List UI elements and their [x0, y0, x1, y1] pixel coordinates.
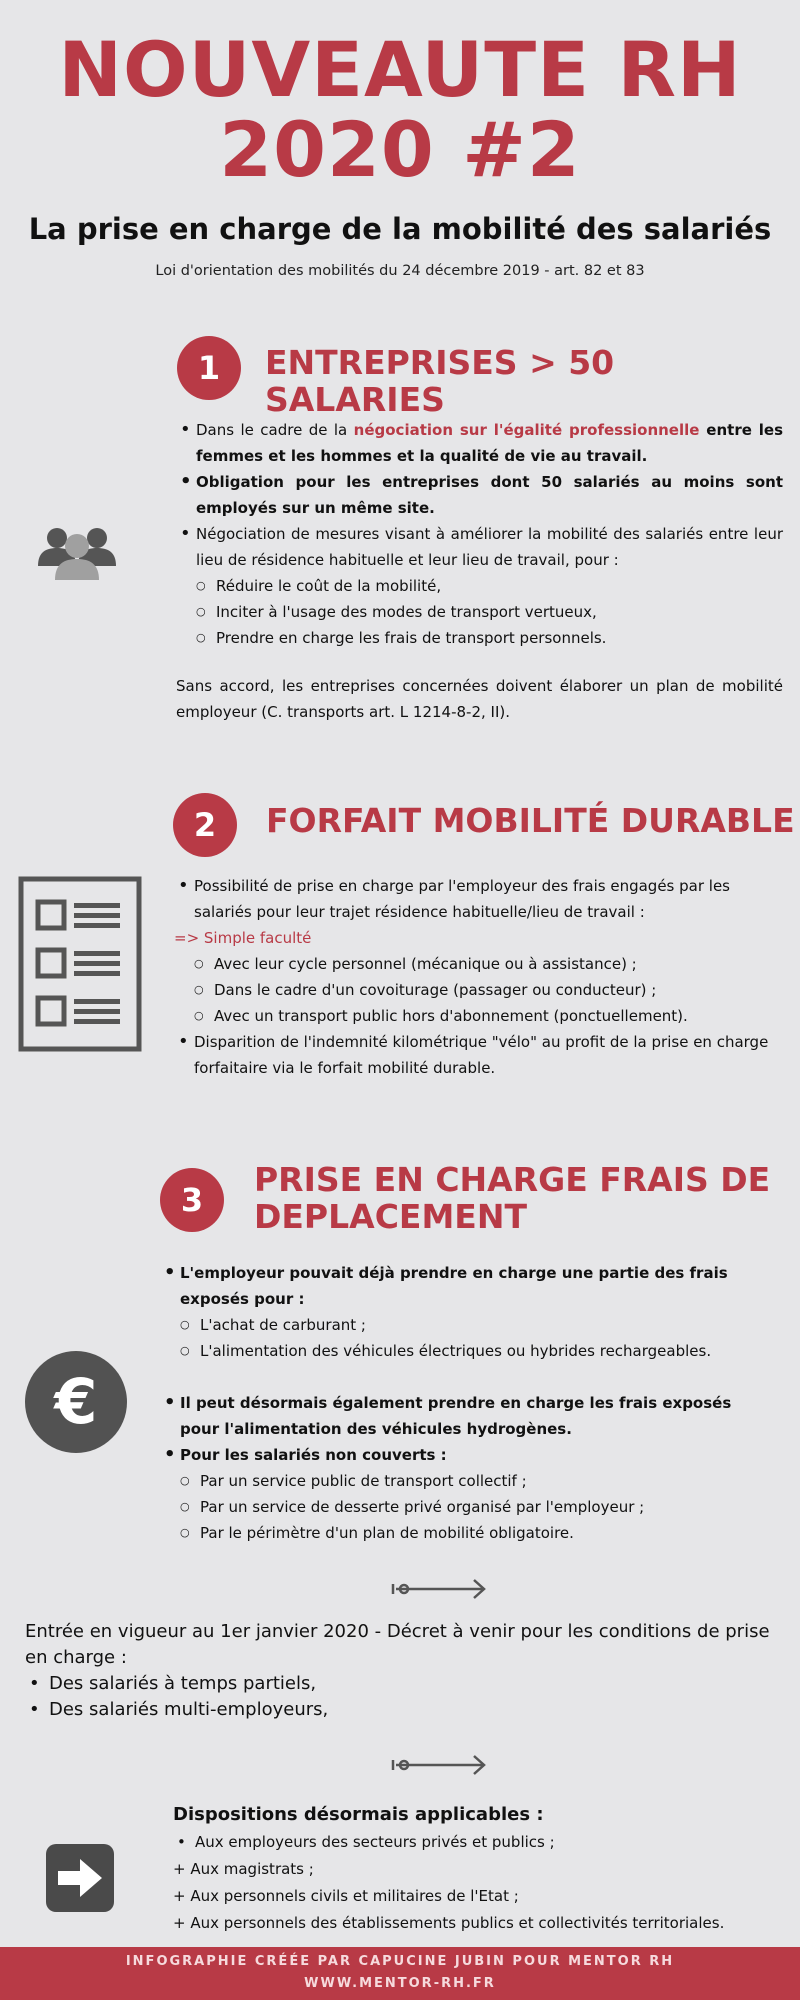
footer-credit: INFOGRAPHIE CRÉÉE PAR CAPUCINE JUBIN POUR MENTOR RH — [125, 1954, 675, 1969]
euro-icon — [25, 1351, 127, 1453]
section3-content-b — [160, 1390, 770, 1546]
law-reference: Loi d'orientation des mobilités du 24 décembre 2019 - art. 82 et 83 — [155, 263, 645, 279]
section1-bullet-1: • Dans le cadre de la négociation sur l'égalité professionnelle entre les femmes et les hommes et la qualité de vie au travail. — [176, 417, 783, 469]
section2-number: 2 — [173, 793, 237, 857]
section3-title-line1: PRISE EN CHARGE FRAIS DE — [254, 1160, 771, 1199]
entry-item-2: • Des salariés multi-employeurs, — [29, 1699, 329, 1720]
section1-sub-1: ○ Réduire le coût de la mobilité, — [176, 573, 783, 599]
section1-bullet-3: • Négociation de mesures visant à améliorer la mobilité des salariés entre leur lieu de résidence habituelle et leur lieu de travail, pour : — [176, 521, 783, 573]
section2-sub-3: ○ Avec un transport public hors d'abonnement (ponctuellement). — [174, 1003, 774, 1029]
dispositions-item-4: + Aux personnels des établissements publics et collectivités territoriales. — [173, 1914, 725, 1932]
section3-bullet-3: • Pour les salariés non couverts : — [160, 1442, 770, 1468]
section1-number: 1 — [177, 336, 241, 400]
separator-arrow-icon — [390, 1753, 490, 1777]
section3-bullet-1: • L'employeur pouvait déjà prendre en charge une partie des frais exposés pour : — [160, 1260, 770, 1312]
section1-title: ENTREPRISES > 50 SALARIES — [265, 343, 615, 419]
section3-sub-5: ○ Par le périmètre d'un plan de mobilité obligatoire. — [160, 1520, 770, 1546]
svg-text:€: € — [54, 1365, 98, 1438]
section2-faculte: => Simple faculté — [174, 929, 312, 947]
entry-item-1: • Des salariés à temps partiels, — [29, 1673, 317, 1694]
section3-title-line2: DEPLACEMENT — [254, 1197, 527, 1236]
main-title — [0, 25, 800, 194]
section3-sub-3: ○ Par un service public de transport collectif ; — [160, 1468, 770, 1494]
section3-number: 3 — [160, 1168, 224, 1232]
entry-in-force — [25, 1619, 785, 1723]
subtitle: La prise en charge de la mobilité des salariés — [28, 212, 772, 246]
section3-sub-4: ○ Par un service de desserte privé organisé par l'employeur ; — [160, 1494, 770, 1520]
section2-title: FORFAIT MOBILITÉ DURABLE — [266, 801, 795, 840]
section2-bullet-2: • Disparition de l'indemnité kilométrique "vélo" au profit de la prise en charge forfaitaire via le forfait mobilité durable. — [174, 1029, 774, 1081]
section3-bullet-2: • Il peut désormais également prendre en charge les frais exposés pour l'alimentation des véhicules hydrogènes. — [160, 1390, 770, 1442]
section1-bullet-2: • Obligation pour les entreprises dont 50 salariés au moins sont employés sur un même site. — [176, 469, 783, 521]
dispositions-item-1: • Aux employeurs des secteurs privés et publics ; — [177, 1833, 555, 1851]
section1-highlight: négociation sur l'égalité professionnelle — [353, 421, 700, 439]
section3-sub-1: ○ L'achat de carburant ; — [160, 1312, 770, 1338]
section1-sub-3: ○ Prendre en charge les frais de transport personnels. — [176, 625, 783, 651]
section3-content-a — [160, 1260, 770, 1364]
section2-sub-1: ○ Avec leur cycle personnel (mécanique ou à assistance) ; — [174, 951, 774, 977]
dispositions-title: Dispositions désormais applicables : — [173, 1804, 544, 1825]
dispositions-item-3: + Aux personnels civils et militaires de l'Etat ; — [173, 1887, 519, 1905]
separator-arrow-icon — [390, 1577, 490, 1601]
dispositions-item-2: + Aux magistrats ; — [173, 1860, 314, 1878]
dispositions — [173, 1801, 783, 1937]
section3-sub-2: ○ L'alimentation des véhicules électriques ou hybrides rechargeables. — [160, 1338, 770, 1364]
section2-bullet-1: • Possibilité de prise en charge par l'employeur des frais engagés par les salariés pour leur trajet résidence habituelle/lieu de travail : — [174, 873, 774, 925]
footer — [0, 1947, 800, 2000]
section3-title — [254, 1161, 770, 1235]
checklist-icon — [18, 876, 142, 1052]
footer-website[interactable]: WWW.MENTOR-RH.FR — [304, 1976, 496, 1991]
entry-text: Entrée en vigueur au 1er janvier 2020 - Décret à venir pour les conditions de prise en charge : — [25, 1621, 770, 1668]
section1-sub-2: ○ Inciter à l'usage des modes de transport vertueux, — [176, 599, 783, 625]
main-title-line2: 2020 #2 — [219, 105, 581, 194]
group-icon — [36, 526, 118, 580]
section1-note: Sans accord, les entreprises concernées doivent élaborer un plan de mobilité employeur (C. transports art. L 1214-8-2, II). — [176, 677, 783, 721]
section2-content — [174, 873, 774, 1081]
arrow-right-icon — [46, 1844, 114, 1912]
section1-content — [176, 417, 783, 651]
section2-sub-2: ○ Dans le cadre d'un covoiturage (passager ou conducteur) ; — [174, 977, 774, 1003]
main-title-line1: NOUVEAUTE RH — [58, 25, 742, 114]
